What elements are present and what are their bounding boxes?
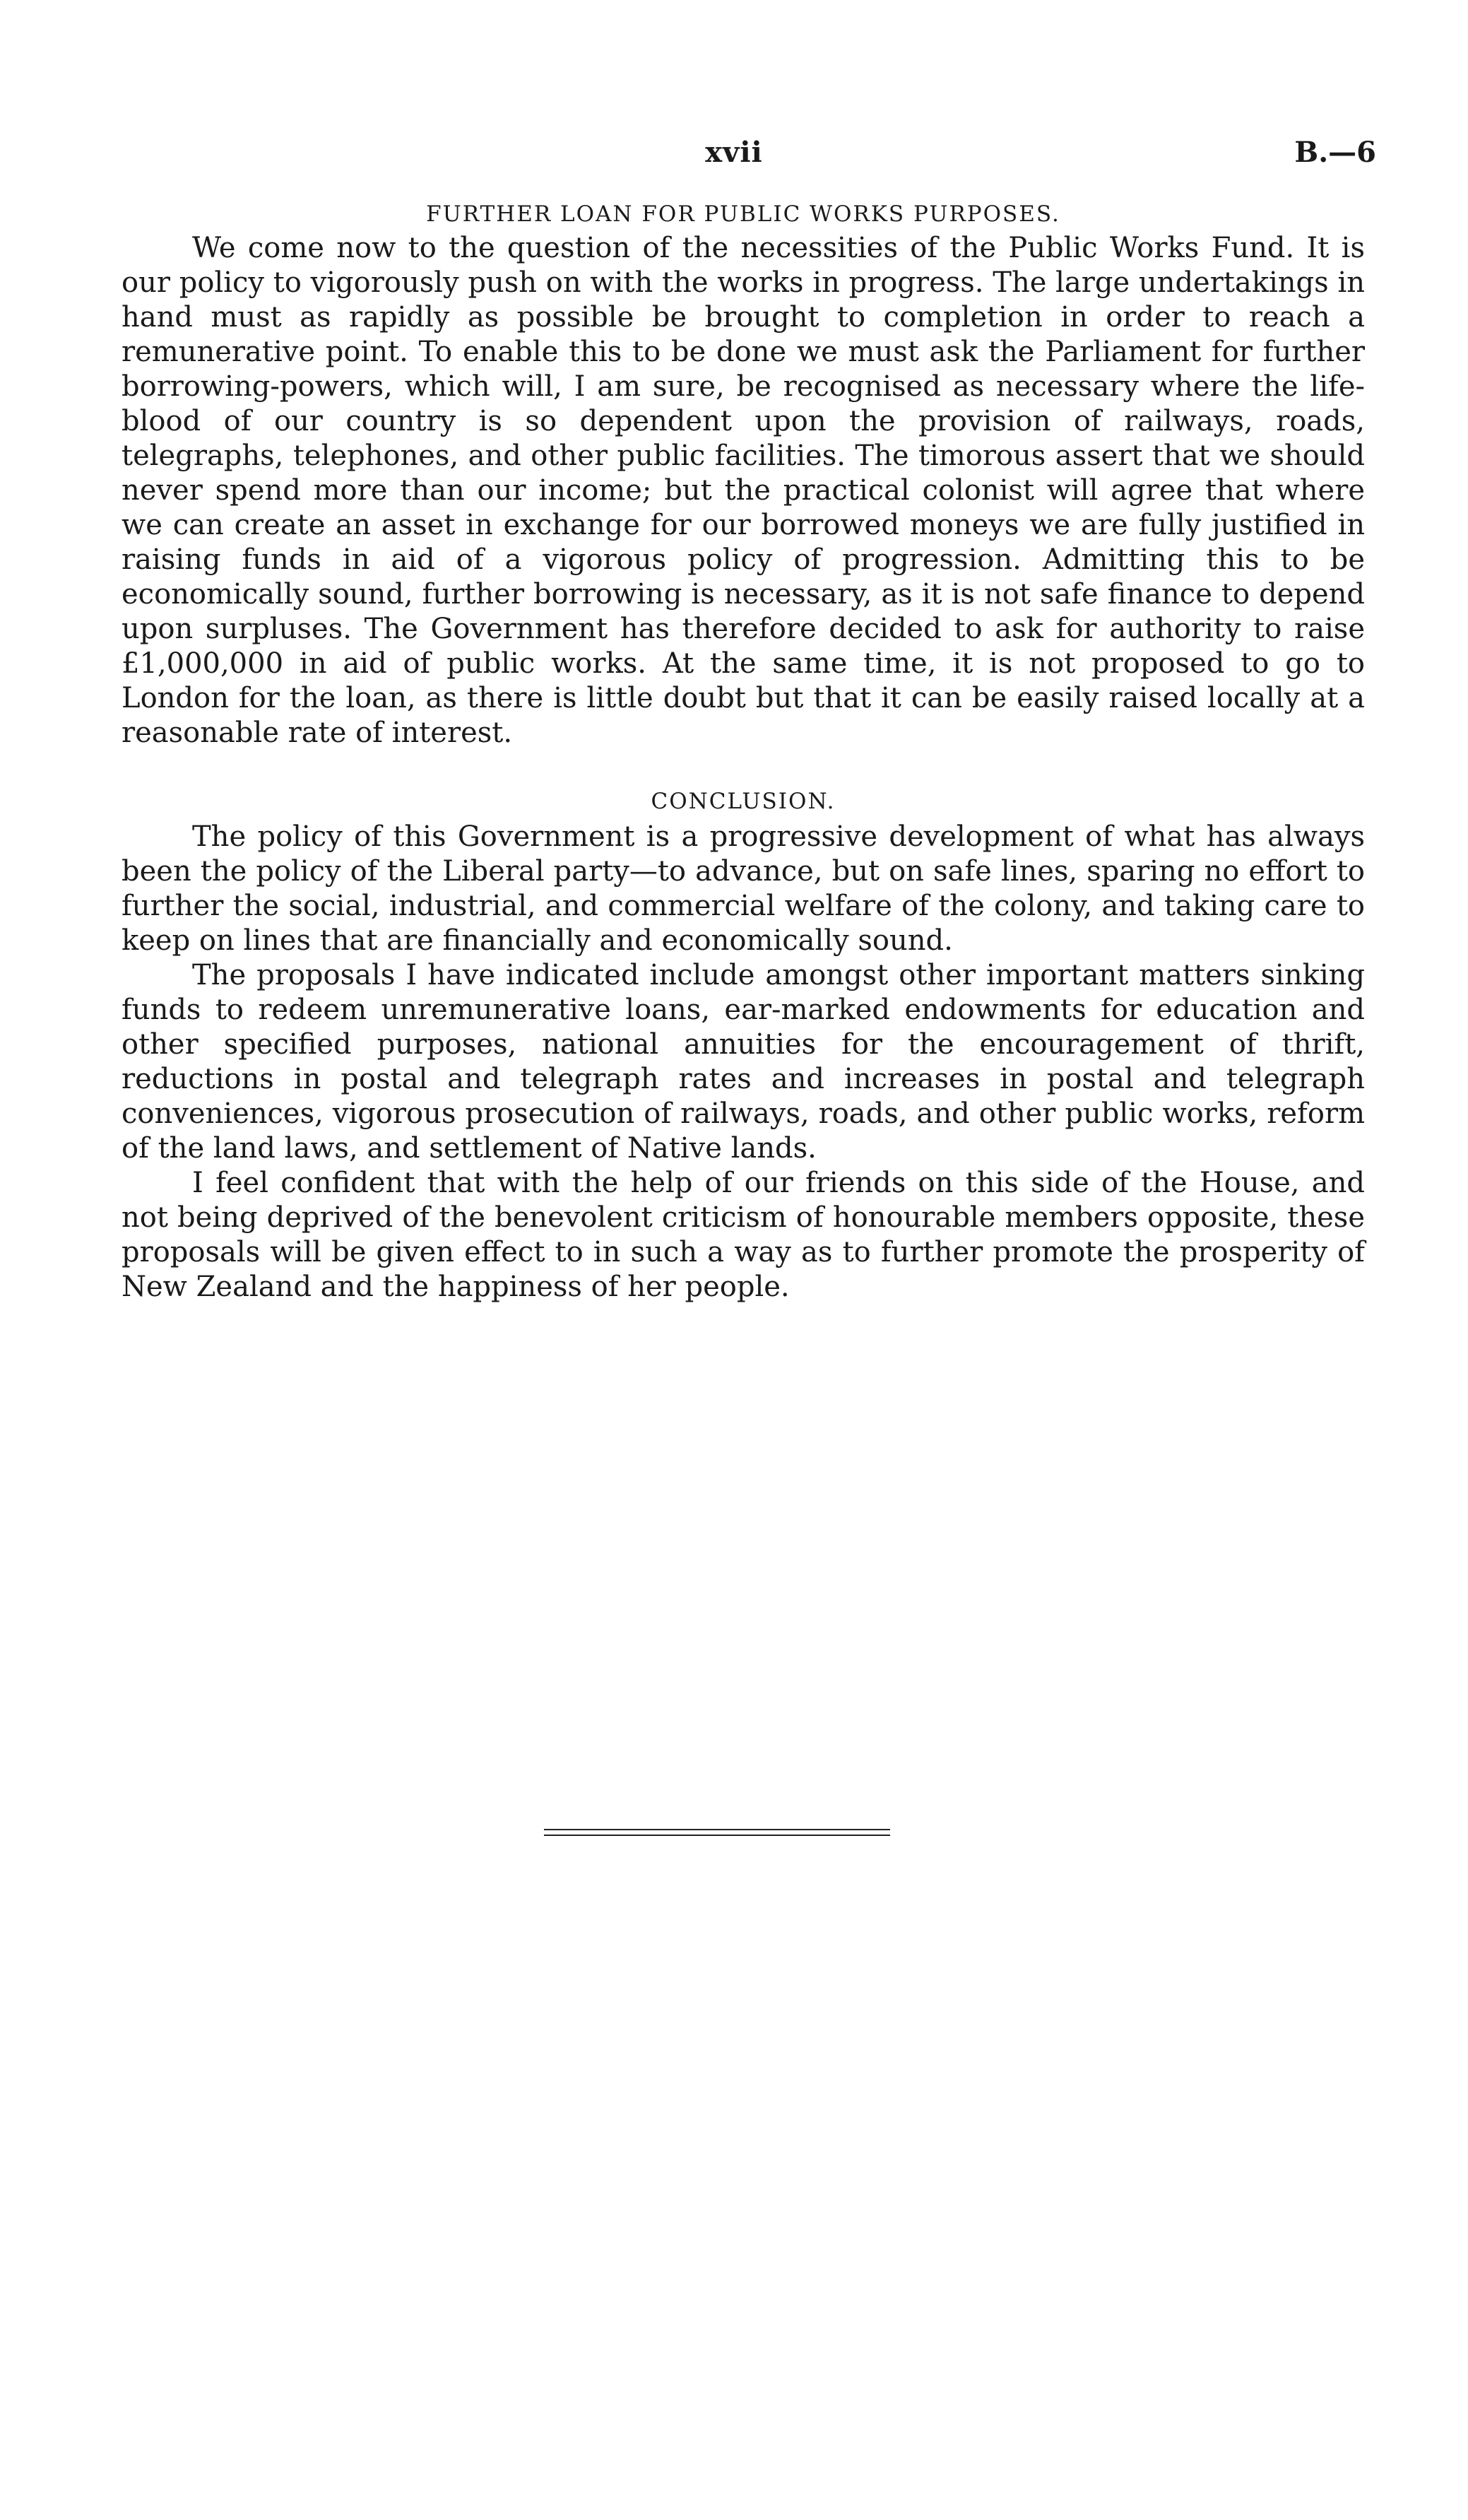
document-code: B.—6 xyxy=(1294,136,1376,169)
end-rule-bottom xyxy=(544,1835,890,1836)
page-number: xvii xyxy=(705,136,763,169)
paragraph-public-works-loan: We come now to the question of the necessities of the Public Works Fund. It is our policy to vigorously push on with the works in progress. The large undertakings in hand must as rapidly as possible be brought to completion in order to reach a remunerative point. To enable this to be done we must ask the Parliament for further borrowing-powers, which will, I am sure, be recognised as necessary where the life-blood of our country is so dependent upon the provision of railways, roads, telegraphs, telephones, and other public facilities. The timorous assert that we should never spend more than our income; but the practical colonist will agree that where we can create an asset in exchange for our borrowed moneys we are fully justified in raising funds in aid of a vigorous policy of progression. Admitting this to be economically sound, further borrowing is necessary, as it is not safe finance to depend upon surpluses. The Government has therefore decided to ask for authority to raise £1,000,000 in aid of public works. At the same time, it is not proposed to go to London for the loan, as there is little doubt but that it can be easily raised locally at a reasonable rate of interest. xyxy=(122,232,1365,749)
section-heading-conclusion: CONCLUSION. xyxy=(651,789,836,814)
section-heading-public-works-loan: FURTHER LOAN FOR PUBLIC WORKS PURPOSES. xyxy=(426,201,1060,227)
paragraph-conclusion-policy: The policy of this Government is a progressive development of what has always been the policy of the Liberal party—to advance, but on safe lines, sparing no effort to further the social, industrial, and commercial welfare of the colony, and taking care to keep on lines that are financially and economically sound. xyxy=(122,820,1365,957)
document-body xyxy=(122,200,1365,1305)
end-rule-top xyxy=(544,1829,890,1830)
paragraph-conclusion-proposals: The proposals I have indicated include amongst other important matters sinking funds to redeem unremunerative loans, ear-marked endowments for education and other specified purposes, national annuities for the encouragement of thrift, reductions in postal and telegraph rates and increases in postal and telegraph conveniences, vigorous prosecution of railways, roads, and other public works, reform of the land laws, and settlement of Native lands. xyxy=(122,959,1365,1165)
paragraph-conclusion-confidence: I feel confident that with the help of our friends on this side of the House, and not being deprived of the benevolent criticism of honourable members opposite, these proposals will be given effect to in such a way as to further promote the prosperity of New Zealand and the happiness of her people. xyxy=(122,1167,1365,1303)
